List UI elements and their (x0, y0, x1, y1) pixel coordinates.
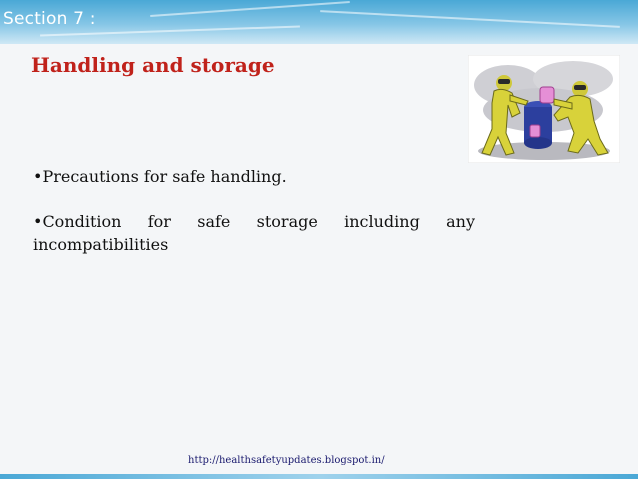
bottom-band (0, 474, 638, 479)
header-streak (150, 1, 350, 17)
hazmat-workers-clipart-icon (468, 55, 620, 163)
section-label: Section 7 : (3, 9, 96, 29)
bullet-precautions: •Precautions for safe handling. (33, 167, 287, 186)
bullet-storage-conditions: •Condition for safe storage including any incompatibilities (33, 212, 475, 254)
slide-title: Handling and storage (31, 53, 275, 77)
bullet-list (33, 165, 475, 278)
header-streak (320, 10, 620, 28)
header-band (0, 0, 638, 44)
footer-url-link[interactable]: http://healthsafetyupdates.blogspot.in/ (188, 455, 385, 466)
